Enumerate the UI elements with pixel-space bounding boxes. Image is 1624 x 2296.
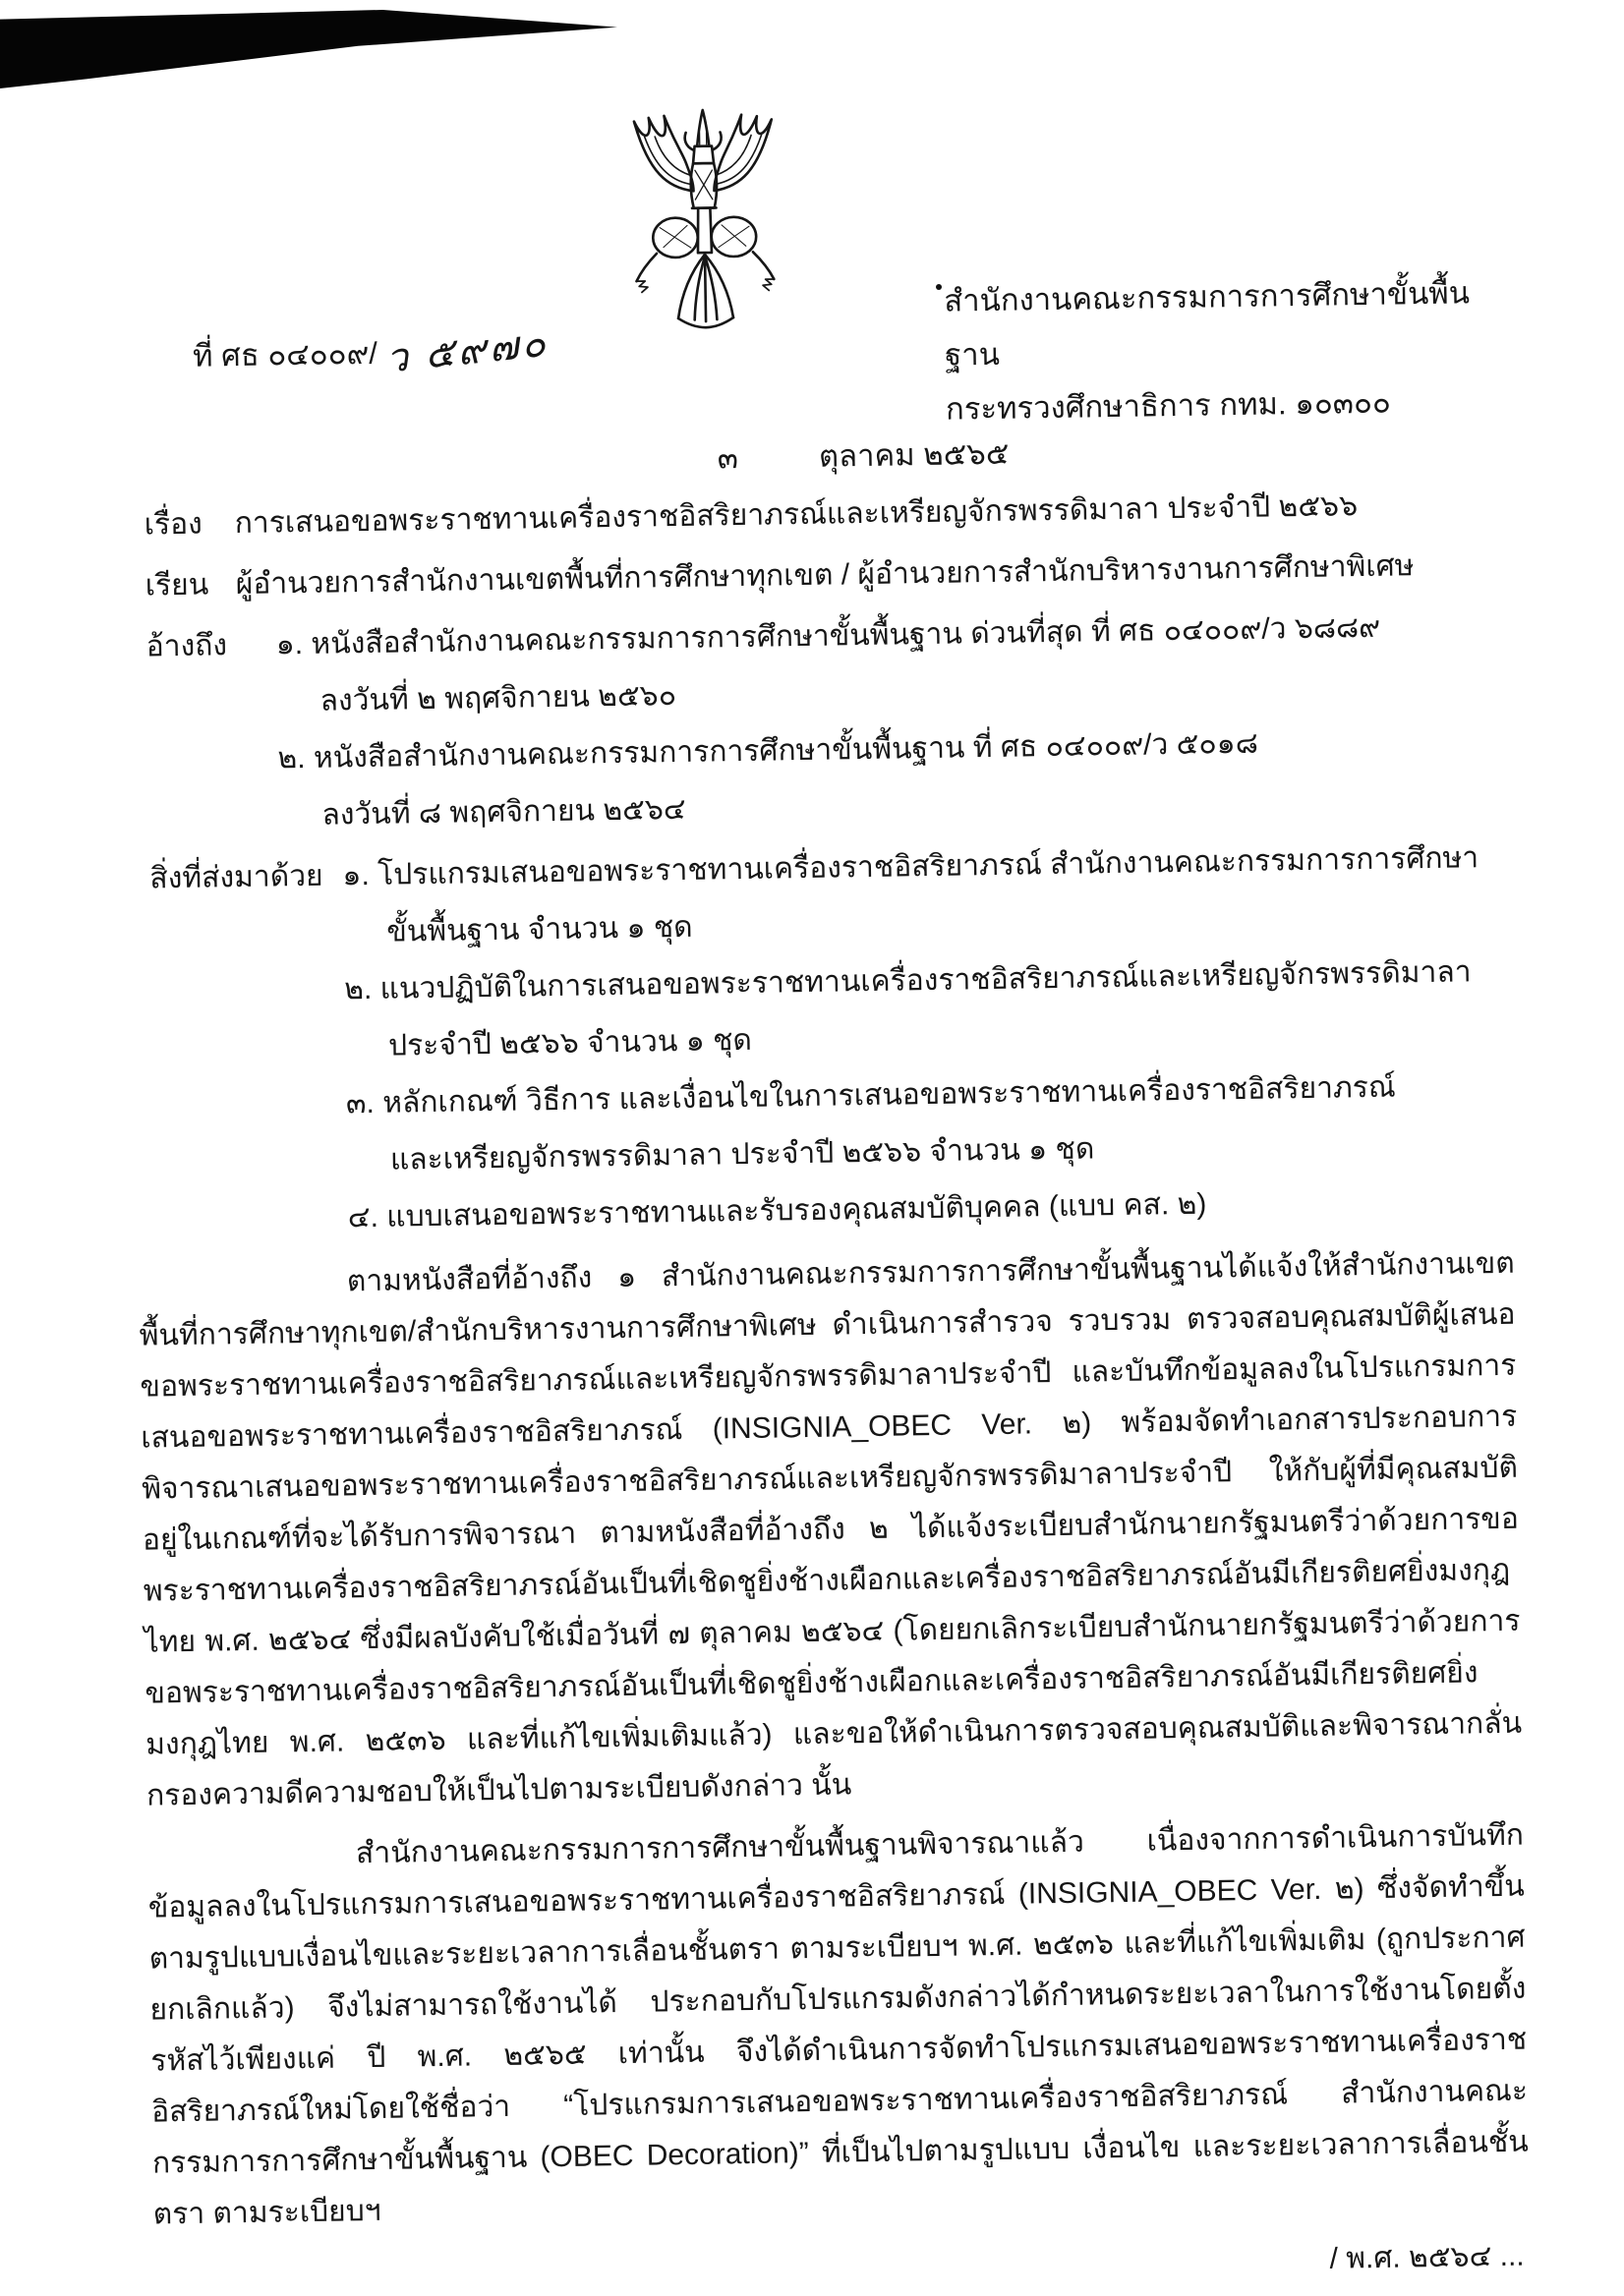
enclosure-item-line1: ๓. หลักเกณฑ์ วิธีการ และเงื่อนไขในการเสนอขอพระราชทานเครื่องราชอิสริยาภรณ์ [345,1070,1396,1120]
date-line [717,429,1009,483]
body-paragraph-2: สำนักงานคณะกรรมการการศึกษาขั้นพื้นฐานพิจารณาแล้ว เนื่องจากการดำเนินการบันทึกข้อมูลลงในโปรแกรมการเสนอขอพระราชทานเครื่องราชอิสริยาภรณ์ (INSIGNIA_OBEC Ver. ๒) ซึ่งจัดทำขึ้นตามรูปแบบเงื่อนไขและระยะเวลาการเลื่อนชั้นตรา ตามระเบียบฯ พ.ศ. ๒๕๓๖ และที่แก้ไขเพิ่มเติม (ถูกประกาศยกเลิกแล้ว) จึงไม่สามารถใช้งานได้ ประกอบกับโปรแกรมดังกล่าวได้กำหนดระยะเวลาในการใช้งานโดยตั้งรหัสไว้เพียงแค่ ปี พ.ศ. ๒๕๖๕ เท่านั้น จึงได้ดำเนินการจัดทำโปรแกรมเสนอขอพระราชทานเครื่องราชอิสริยาภรณ์ใหม่โดยใช้ชื่อว่า “โปรแกรมการเสนอขอพระราชทานเครื่องราชอิสริยาภรณ์ สำนักงานคณะกรรมการการศึกษาขั้นพื้นฐาน (OBEC Decoration)” ที่เป็นไปตามรูปแบบ เงื่อนไข และระยะเวลาการเลื่อนชั้นตรา ตามระเบียบฯ [147,1818,1530,2231]
office-line1: สำนักงานคณะกรรมการการศึกษาขั้นพื้นฐาน [944,275,1471,373]
enclosure-item [344,944,1514,1076]
enclosure-item-line2: ประจำปี ๒๕๖๖ จำนวน ๑ ชุด [387,1023,753,1062]
letter-body [1,1236,1624,2243]
doc-number-prefix: ที่ ศธ ๐๔๐๐๙/ [192,335,378,373]
enclosure-item-line2: ขั้นพื้นฐาน จำนวน ๑ ชุด [386,910,693,948]
enclosure-item-line2: และเหรียญจักรพรรดิมาลา ประจำปี ๒๕๖๖ จำนวน ๑ ชุด [389,1132,1095,1177]
reference-item-line1: ๑. หนังสือสำนักงานคณะกรรมการการศึกษาขั้นพื้นฐาน ด่วนที่สุด ที่ ศธ ๐๔๐๐๙/ว ๖๘๘๙ [275,610,1381,661]
date-month-year: ตุลาคม ๒๕๖๕ [818,435,1010,474]
enclosure-item-line1: ๑. โปรแกรมเสนอขอพระราชทานเครื่องราชอิสริยาภรณ์ สำนักงานคณะกรรมการการศึกษา [342,841,1479,892]
enclosure-items [342,830,1516,1247]
garuda-emblem-icon [616,105,792,340]
reference-item [275,598,1508,731]
to-text: ผู้อำนวยการสำนักงานเขตพื้นที่การศึกษาทุกเขต / ผู้อำนวยการสำนักบริหารงานการศึกษาพิเศษ [235,549,1415,602]
reference-label: อ้างถึง [145,629,228,663]
enclosure-item [342,830,1512,962]
reference-items [275,598,1509,845]
reference-item-line1: ๒. หนังสือสำนักงานคณะกรรมการการศึกษาขั้นพื้นฐาน ที่ ศธ ๐๔๐๐๙/ว ๕๐๑๘ [277,726,1259,775]
doc-number [193,316,550,384]
enclosure-section [149,830,1516,1250]
body-paragraph-1: ตามหนังสือที่อ้างถึง ๑ สำนักงานคณะกรรมการการศึกษาขั้นพื้นฐานได้แจ้งให้สำนักงานเขตพื้นที่การศึกษาทุกเขต/สำนักบริหารงานการศึกษาพิเศษ ดำเนินการสำรวจ รวบรวม ตรวจสอบคุณสมบัติผู้เสนอขอพระราชทานเครื่องราชอิสริยาภรณ์และเหรียญจักรพรรดิมาลาประจำปี และบันทึกข้อมูลลงในโปรแกรมการเสนอขอพระราชทานเครื่องราชอิสริยาภรณ์ (INSIGNIA_OBEC Ver. ๒) พร้อมจัดทำเอกสารประกอบการพิจารณาเสนอขอพระราชทานเครื่องราชอิสริยาภรณ์และเหรียญจักรพรรดิมาลาประจำปี ให้กับผู้ที่มีคุณสมบัติอยู่ในเกณฑ์ที่จะได้รับการพิจารณา ตามหนังสือที่อ้างถึง ๒ ได้แจ้งระเบียบสำนักนายกรัฐมนตรีว่าด้วยการขอพระราชทานเครื่องราชอิสริยาภรณ์อันเป็นที่เชิดชูยิ่งช้างเผือกและเครื่องราชอิสริยาภรณ์อันมีเกียรติยศยิ่งมงกุฎไทย พ.ศ. ๒๕๖๔ ซึ่งมีผลบังคับใช้เมื่อวันที่ ๗ ตุลาคม ๒๕๖๔ (โดยยกเลิกระเบียบสำนักนายกรัฐมนตรีว่าด้วยการขอพระราชทานเครื่องราชอิสริยาภรณ์อันเป็นที่เชิดชูยิ่งช้างเผือกและเครื่องราชอิสริยาภรณ์อันมีเกียรติยศยิ่งมงกุฎไทย พ.ศ. ๒๕๓๖ และที่แก้ไขเพิ่มเติมแล้ว) และขอให้ดำเนินการตรวจสอบคุณสมบัติและพิจารณากลั่นกรองความดีความชอบให้เป็นไปตามระเบียบดังกล่าว นั้น [139,1246,1523,1812]
doc-number-handwritten: ว ๕๙๗๐ [383,320,551,381]
subject-text: การเสนอขอพระราชทานเครื่องราชอิสริยาภรณ์และเหรียญจักรพรรดิมาลา ประจำปี ๒๕๖๖ [234,489,1359,541]
continuation-mark: / พ.ศ. ๒๕๖๔ ... [1329,2239,1525,2275]
reference-section [145,598,1509,847]
enclosure-item-line1: ๔. แบบเสนอขอพระราชทานและรับรองคุณสมบัติบุคคล (แบบ คส. ๒) [347,1187,1207,1234]
subject-label: เรื่อง [144,507,203,542]
reference-item-line2: ลงวันที่ ๒ พฤศจิกายน ๒๕๖๐ [319,679,677,718]
office-address [944,265,1507,436]
meta-block [0,474,1624,1252]
letter-flow [0,474,1624,2296]
enclosure-item-line1: ๒. แนวปฏิบัติในการเสนอขอพระราชทานเครื่องราชอิสริยาภรณ์และเหรียญจักรพรรดิมาลา [343,955,1472,1006]
reference-item [277,712,1510,845]
enclosure-item [346,1058,1516,1190]
to-label: เรียน [145,568,209,603]
office-line2: กระทรวงศึกษาธิการ กทม. ๑๐๓๐๐ [945,384,1392,427]
enclosure-label: สิ่งที่ส่งมาด้วย [149,859,323,895]
reference-item-line2: ลงวันที่ ๘ พฤศจิกายน ๒๕๖๔ [321,792,686,832]
date-day: ๓ [717,439,739,476]
